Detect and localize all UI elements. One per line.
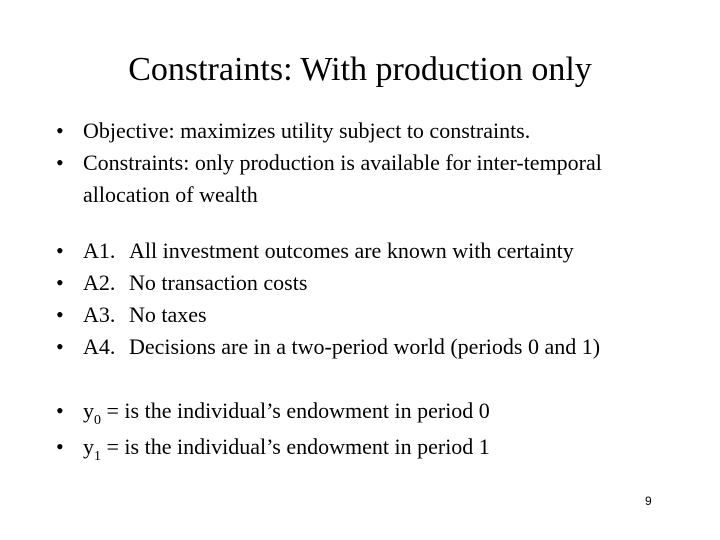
endowment-subscript: 0 bbox=[94, 413, 101, 428]
slide-title: Constraints: With production only bbox=[128, 51, 592, 88]
list-item bbox=[56, 299, 690, 331]
bullet-icon: • bbox=[56, 398, 64, 423]
endowment-text: = is the individual’s endowment in period 0 bbox=[101, 398, 490, 423]
bullet-text: Objective: maximizes utility subject to constraints. bbox=[83, 118, 531, 143]
bullet-icon: • bbox=[56, 270, 64, 295]
endowment-variable: y bbox=[83, 434, 94, 459]
list-item bbox=[56, 395, 690, 431]
page-number: 9 bbox=[645, 494, 652, 508]
endowment-variable: y bbox=[83, 398, 94, 423]
assumptions-list bbox=[56, 235, 690, 363]
assumption-code: A2. bbox=[83, 270, 116, 295]
endowment-subscript: 1 bbox=[94, 449, 101, 464]
endowment-text: = is the individual’s endowment in period 1 bbox=[101, 434, 490, 459]
bullet-icon: • bbox=[56, 238, 64, 263]
assumption-code: A4. bbox=[83, 334, 116, 359]
assumption-code: A1. bbox=[83, 238, 116, 263]
assumption-text: Decisions are in a two-period world (periods 0 and 1) bbox=[129, 334, 601, 359]
bullet-icon: • bbox=[56, 302, 64, 327]
assumption-text: No transaction costs bbox=[129, 270, 308, 295]
bullet-text: Constraints: only production is available for inter-temporal allocation of wealth bbox=[83, 150, 602, 207]
bullet-icon: • bbox=[56, 434, 64, 459]
bullet-icon: • bbox=[56, 150, 64, 175]
list-item bbox=[56, 115, 690, 147]
objective-bullet-list bbox=[56, 115, 690, 211]
assumption-text: No taxes bbox=[129, 302, 207, 327]
bullet-icon: • bbox=[56, 118, 64, 143]
list-item bbox=[56, 235, 690, 267]
list-item bbox=[56, 147, 690, 211]
list-item bbox=[56, 267, 690, 299]
assumption-code: A3. bbox=[83, 302, 116, 327]
list-item bbox=[56, 431, 690, 467]
bullet-icon: • bbox=[56, 334, 64, 359]
assumption-text: All investment outcomes are known with certainty bbox=[129, 238, 574, 263]
list-item bbox=[56, 331, 690, 363]
endowment-list bbox=[56, 395, 690, 467]
